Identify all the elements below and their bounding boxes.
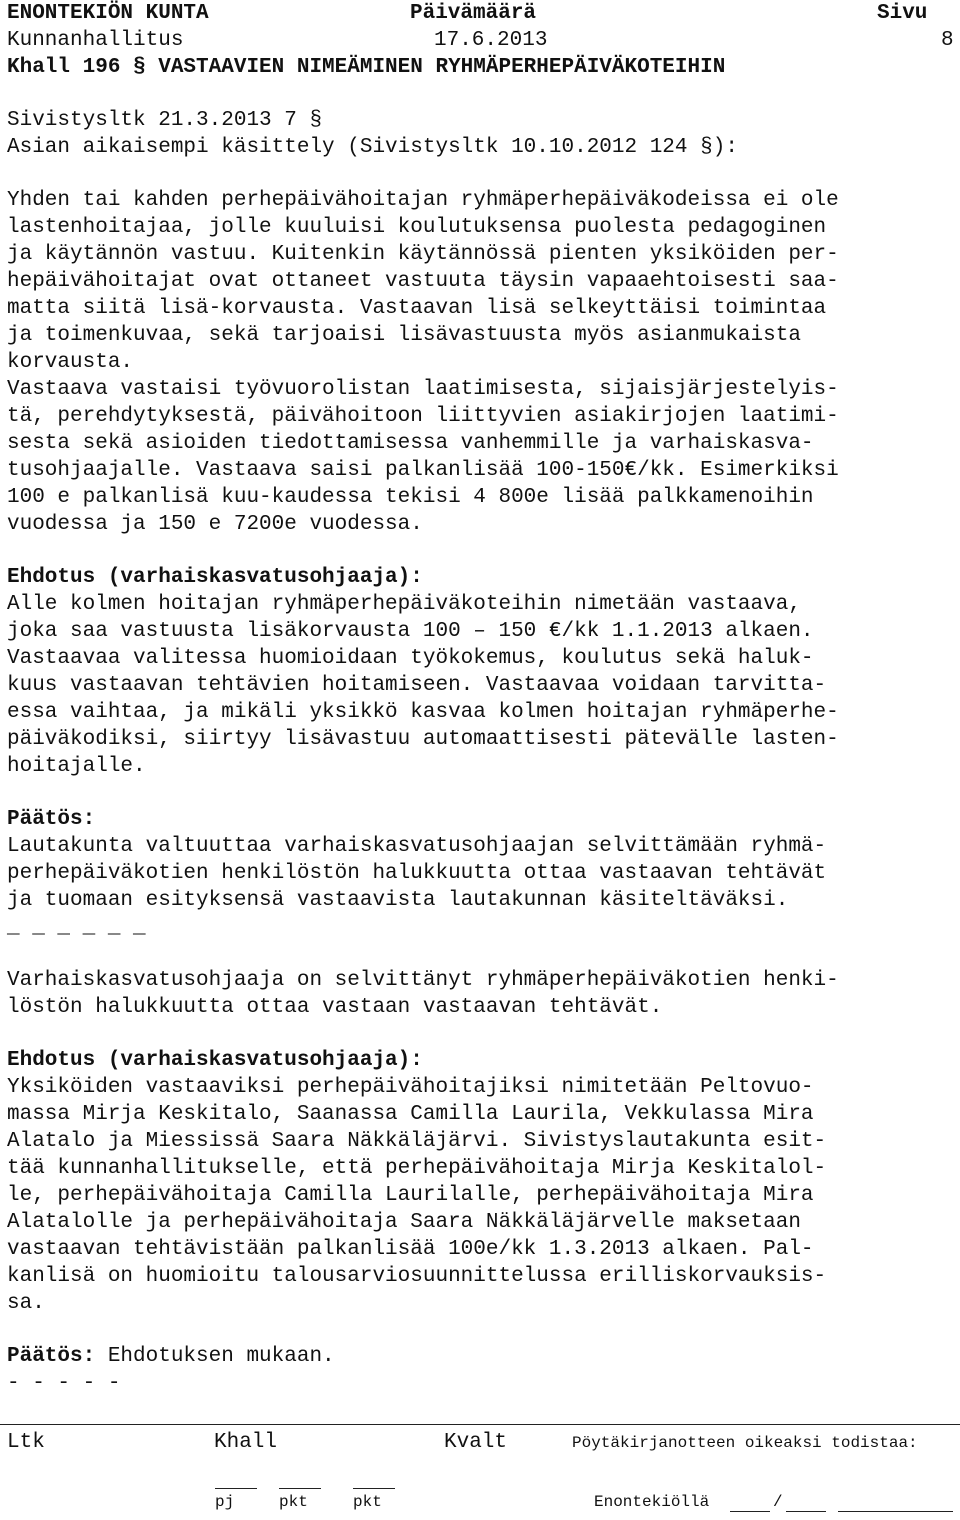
reference-line: Asian aikaisempi käsittely (Sivistysltk 10.10.2012 124 §): bbox=[7, 136, 738, 159]
signature-line bbox=[353, 1488, 395, 1489]
text-line: hepäivähoitajat ovat ottaneet vastuuta täysin vapaaehtoisesti saa- bbox=[7, 270, 839, 293]
text-line: kuus vastaavan tehtävien hoitamiseen. Vastaavaa voidaan tarvitta- bbox=[7, 674, 827, 697]
date-label: Päivämäärä bbox=[410, 2, 537, 25]
body-name: Kunnanhallitus bbox=[7, 29, 184, 52]
text-line: massa Mirja Keskitalo, Saanassa Camilla Laurila, Vekkulassa Mira bbox=[7, 1103, 814, 1126]
meeting-date: 17.6.2013 bbox=[434, 29, 548, 52]
text-line: ja käytännön vastuu. Kuitenkin käytännössä pienten yksiköiden per- bbox=[7, 243, 839, 266]
header-row-1 bbox=[7, 0, 953, 27]
text-line: Lautakunta valtuuttaa varhaiskasvatusohjaajan selvittämään ryhmä- bbox=[7, 835, 827, 858]
kvalt-label: Kvalt bbox=[444, 1431, 508, 1454]
signature-line bbox=[215, 1488, 257, 1489]
text-line: tää kunnanhallitukselle, että perhepäivähoitaja Mirja Keskitalol- bbox=[7, 1157, 827, 1180]
text-line: perhepäiväkotien henkilöstön halukkuutta ottaa vastaavan tehtävät bbox=[7, 862, 827, 885]
section-title: Khall 196 § VASTAAVIEN NIMEÄMINEN RYHMÄPERHEPÄIVÄKOTEIHIN bbox=[7, 56, 726, 79]
separator: _ _ _ _ _ _ bbox=[7, 916, 146, 939]
date-year-line bbox=[838, 1511, 953, 1512]
text-line: joka saa vastuusta lisäkorvausta 100 – 150 €/kk 1.1.2013 alkaen. bbox=[7, 620, 814, 643]
date-slash: / bbox=[773, 1493, 783, 1511]
text-line: vuodessa ja 150 e 7200e vuodessa. bbox=[7, 513, 423, 536]
text-line: tusohjaajalle. Vastaava saisi palkanlisää 100-150€/kk. Esimerkiksi bbox=[7, 459, 839, 482]
text-line: ja tuomaan esityksensä vastaavista lautakunnan käsiteltäväksi. bbox=[7, 889, 789, 912]
page-number: 8 bbox=[941, 29, 954, 52]
pkt-label: pkt bbox=[353, 1493, 382, 1511]
text-line: 100 e palkanlisä kuu-kaudessa tekisi 4 800e lisää palkkamenoihin bbox=[7, 486, 814, 509]
text-line: vastaavan tehtävistään palkanlisää 100e/kk 1.3.2013 alkaen. Pal- bbox=[7, 1238, 814, 1261]
text-line: tä, perehdytyksestä, päivähoitoon liittyvien asiakirjojen laatimi- bbox=[7, 405, 839, 428]
text-line: le, perhepäivähoitaja Camilla Laurilalle, perhepäivähoitaja Mira bbox=[7, 1184, 814, 1207]
proposal-text bbox=[7, 1074, 953, 1317]
text-line: Alatalolle ja perhepäivähoitaja Saara Näkkäläjärvelle maksetaan bbox=[7, 1211, 801, 1234]
proposal-heading: Ehdotus (varhaiskasvatusohjaaja): bbox=[7, 1049, 423, 1072]
text-line: essa vaihtaa, ja mikäli yksikkö kasvaa kolmen hoitajan ryhmäperhe- bbox=[7, 701, 839, 724]
pkt-label: pkt bbox=[279, 1493, 308, 1511]
header-row-2 bbox=[7, 27, 953, 54]
reference-line: Sivistysltk 21.3.2013 7 § bbox=[7, 109, 323, 132]
text-line: kanlisä on huomioitu talousarviosuunnittelussa erilliskorvauksis- bbox=[7, 1265, 827, 1288]
date-month-line bbox=[786, 1511, 826, 1512]
text-line: Alatalo ja Miessissä Saara Näkkäläjärvi. Sivistyslautakunta esit- bbox=[7, 1130, 827, 1153]
text-line: löstön halukkuutta ottaa vastaan vastaavan tehtävät. bbox=[7, 996, 663, 1019]
text-line: ja toimenkuvaa, sekä tarjoaisi lisävastuusta myös asianmukaista bbox=[7, 324, 801, 347]
text-line: Alle kolmen hoitajan ryhmäperhepäiväkoteihin nimetään vastaava, bbox=[7, 593, 801, 616]
text-line: Vastaava vastaisi työvuorolistan laatimisesta, sijaisjärjestelyis- bbox=[7, 378, 839, 401]
background-paragraph bbox=[7, 187, 953, 538]
text-line: lastenhoitajaa, jolle kuuluisi koulutuksensa puolesta pedagoginen bbox=[7, 216, 827, 239]
final-decision bbox=[7, 1343, 953, 1370]
separator: - - - - - bbox=[7, 1372, 121, 1395]
ltk-label: Ltk bbox=[7, 1431, 45, 1454]
decision-text bbox=[7, 833, 953, 914]
text-line: Vastaavaa valitessa huomioidaan työkokemus, koulutus sekä haluk- bbox=[7, 647, 814, 670]
text-line: hoitajalle. bbox=[7, 755, 146, 778]
decision-text: Ehdotuksen mukaan. bbox=[95, 1345, 335, 1368]
date-day-line bbox=[730, 1511, 770, 1512]
text-line: korvausta. bbox=[7, 351, 134, 374]
proposal-text bbox=[7, 591, 953, 780]
decision-heading: Päätös: bbox=[7, 808, 96, 831]
municipality-name: ENONTEKIÖN KUNTA bbox=[7, 2, 209, 25]
document-page bbox=[7, 0, 953, 1397]
decision-heading: Päätös: bbox=[7, 1345, 96, 1368]
certification-text: Pöytäkirjanotteen oikeaksi todistaa: bbox=[572, 1434, 918, 1452]
text-line: Yksiköiden vastaaviksi perhepäivähoitajiksi nimitetään Peltovuo- bbox=[7, 1076, 814, 1099]
text-line: Yhden tai kahden perhepäivähoitajan ryhmäperhepäiväkodeissa ei ole bbox=[7, 189, 839, 212]
followup-paragraph bbox=[7, 967, 953, 1021]
place-label: Enontekiöllä bbox=[594, 1493, 710, 1511]
page-label: Sivu bbox=[877, 2, 928, 25]
page-footer bbox=[0, 1424, 960, 1520]
signature-line bbox=[279, 1488, 321, 1489]
text-line: sa. bbox=[7, 1292, 45, 1315]
khall-label: Khall bbox=[214, 1431, 278, 1454]
pj-label: pj bbox=[215, 1493, 235, 1511]
text-line: sesta sekä asioiden tiedottamisessa vanhemmille ja varhaiskasva- bbox=[7, 432, 814, 455]
proposal-heading: Ehdotus (varhaiskasvatusohjaaja): bbox=[7, 566, 423, 589]
text-line: Varhaiskasvatusohjaaja on selvittänyt ryhmäperhepäiväkotien henki- bbox=[7, 969, 839, 992]
text-line: päiväkodiksi, siirtyy lisävastuu automaattisesti pätevälle lasten- bbox=[7, 728, 839, 751]
text-line: matta siitä lisä-korvausta. Vastaavan lisä selkeyttäisi toimintaa bbox=[7, 297, 827, 320]
